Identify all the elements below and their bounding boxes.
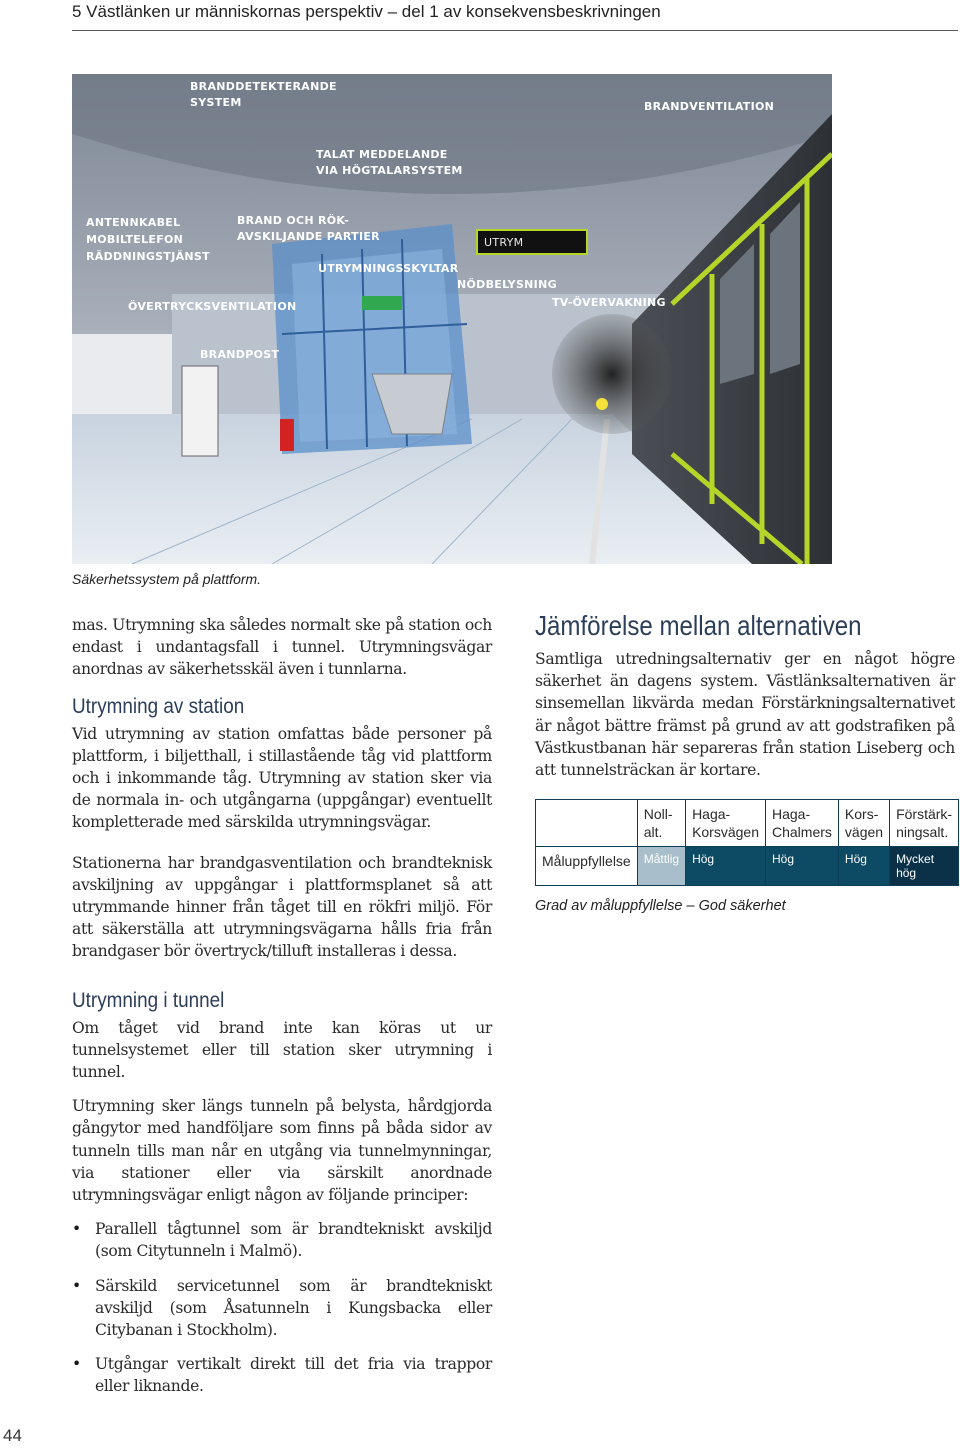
label-brandpost: BRANDPOST	[200, 348, 280, 361]
label-brand-2: AVSKILJANDE PARTIER	[237, 230, 380, 243]
bullet-text: Särskild servicetunnel som är brandtekniskt avskiljd (som Åsatunneln i Kungsbacka eller Citybanan i Stockholm).	[95, 1276, 492, 1340]
row-label-maluppfyllelse: Måluppfyllelse	[536, 847, 638, 886]
station-paragraph-1: Vid utrymning av station omfattas både personer på plattform, i biljetthall, i stillastående tåg vid plattform och i inkommande tåg. Utrymning av station sker via de normala in- och utgångarna (uppgångar) eventuellt kompletterade med särskilda utrymningsvägar.	[72, 724, 492, 832]
table-row	[536, 847, 959, 886]
label-system: SYSTEM	[190, 96, 242, 109]
table-cell-rating: Hög	[686, 847, 766, 886]
label-talat-2: VIA HÖGTALARSYSTEM	[316, 164, 463, 177]
label-antenn-2: MOBILTELEFON	[86, 233, 184, 246]
platform-drawing	[72, 74, 832, 564]
label-utrymningsskyltar: UTRYMNINGSSKYLTAR	[318, 262, 459, 275]
heading-jamforelse: Jämförelse mellan alternativen	[535, 610, 862, 641]
header-rule	[72, 30, 958, 31]
table-header-cell: Haga- Chalmers	[766, 800, 839, 847]
table-header-empty	[536, 800, 638, 847]
intro-paragraph: mas. Utrymning ska således normalt ske på station och endast i undantagsfall i tunnel. Utrymningsvägar anordnas av säkerhetsskäl även i tunnlarna.	[72, 616, 492, 679]
list-item: • Parallell tågtunnel som är brandtekniskt avskiljd (som Citytunneln i Malmö).	[72, 1218, 492, 1262]
right-column	[535, 610, 955, 914]
table-cell-rating: Måttlig	[637, 847, 685, 886]
label-antenn-1: ANTENNKABEL	[86, 216, 181, 229]
label-antenn-3: RÄDDNINGSTJÄNST	[86, 250, 210, 263]
table-cell-rating: Hög	[838, 847, 889, 886]
heading-utrymning-tunnel: Utrymning i tunnel	[72, 988, 225, 1012]
figure-caption: Säkerhetssystem på plattform.	[72, 571, 262, 587]
label-overtrycksventilation: ÖVERTRYCKSVENTILATION	[128, 300, 297, 313]
table-header-cell: Noll- alt.	[637, 800, 685, 847]
principles-list	[72, 1218, 492, 1397]
label-nodbelysning: NÖDBELYSNING	[457, 278, 557, 291]
heading-utrymning-station: Utrymning av station	[72, 694, 245, 718]
table-caption: Grad av måluppfyllelse – God säkerhet	[535, 898, 786, 915]
platform-safety-illustration	[72, 74, 832, 564]
bullet-text: Parallell tågtunnel som är brandtekniskt avskiljd (som Citytunneln i Malmö).	[95, 1220, 492, 1261]
tunnel-paragraph-2: Utrymning sker längs tunneln på belysta, hårdgjorda gångytor med handföljare som finns på båda sidor av tunneln tills man når en utgång via tunnelmynningar, via stationer eller via särskilt anordnade utrymningsvägar enligt någon av följande principer:	[72, 1097, 492, 1205]
table-cell-rating: Hög	[766, 847, 839, 886]
left-column	[72, 614, 492, 1410]
comparison-paragraph: Samtliga utredningsalternativ ger en något högre säkerhet än dagens system. Västlänksalternativen är sinsemellan likvärda medan Förstärkningsalternativet är något bättre främst på grund av att godstrafiken på Västkustbanan här separeras från station Liseberg och att tunnelsträckan är kortare.	[535, 650, 955, 780]
table-header-row	[536, 800, 959, 847]
label-brand-1: BRAND OCH RÖK-	[237, 214, 350, 227]
comparison-table	[535, 799, 959, 886]
label-branddetekterande: BRANDDETEKTERANDE	[190, 80, 337, 93]
table-cell-rating: Mycket hög	[890, 847, 959, 886]
label-tv-overvakning: TV-ÖVERVAKNING	[552, 296, 666, 309]
tunnel-paragraph-1: Om tåget vid brand inte kan köras ut ur tunnelsystemet eller till station sker utrymning i tunnel.	[72, 1018, 492, 1082]
label-utrym-sign: UTRYM	[484, 236, 524, 249]
running-header: 5 Västlänken ur människornas perspektiv – del 1 av konsekvensbeskrivningen	[72, 2, 661, 21]
table-header-cell: Förstärk- ningsalt.	[890, 800, 959, 847]
list-item: • Särskild servicetunnel som är brandtekniskt avskiljd (som Åsatunneln i Kungsbacka eller Citybanan i Stockholm).	[72, 1275, 492, 1342]
station-paragraph-2: Stationerna har brandgasventilation och brandteknisk avskiljning av uppgångar i plattformsplanet så att utrymmande hinner från tåget till en rökfri miljö. För att säkerställa att utrymningsvägarna hålls fria från brandgaser bör övertryck/tilluft installeras i dessa.	[72, 853, 492, 961]
table-header-cell: Haga- Korsvägen	[686, 800, 766, 847]
label-brandventilation: BRANDVENTILATION	[644, 100, 775, 113]
label-talat-1: TALAT MEDDELANDE	[316, 148, 448, 161]
page-number: 44	[0, 1426, 43, 1456]
bullet-text: Utgångar vertikalt direkt till det fria via trappor eller liknande.	[95, 1355, 492, 1396]
table-header-cell: Kors- vägen	[838, 800, 889, 847]
list-item: • Utgångar vertikalt direkt till det fria via trappor eller liknande.	[72, 1353, 492, 1397]
